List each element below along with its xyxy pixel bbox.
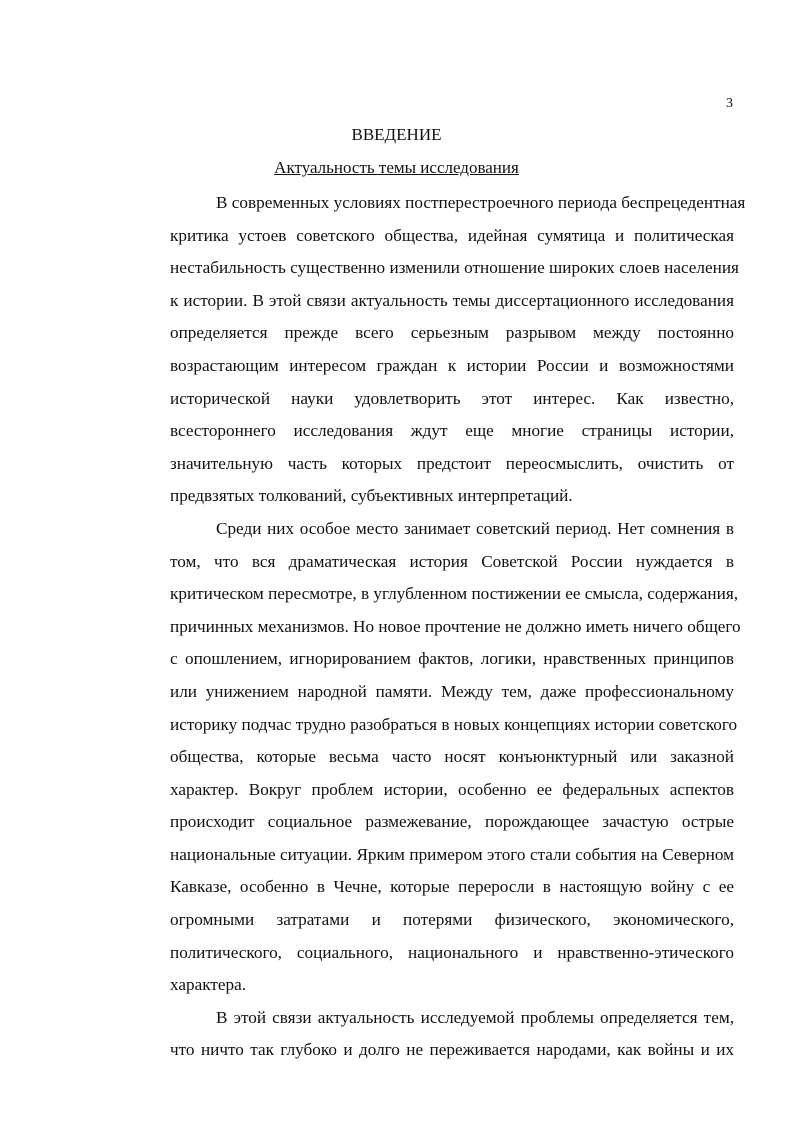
document-title: ВВЕДЕНИЕ bbox=[351, 125, 442, 144]
body-text bbox=[124, 187, 746, 1067]
text-line: В современных условиях постперестроечного периода беспрецедентная bbox=[216, 193, 746, 212]
text-line: всестороннего исследования ждут еще многие страницы истории, bbox=[170, 421, 734, 441]
text-line: с опошлением, игнорированием фактов, логики, нравственных принципов bbox=[170, 649, 734, 669]
text-line: В этой связи актуальность исследуемой проблемы определяется тем, bbox=[216, 1007, 734, 1027]
text-line: характер. Вокруг проблем истории, особенно ее федеральных аспектов bbox=[170, 779, 734, 799]
paragraph-3 bbox=[124, 1002, 734, 1067]
text-line: огромными затратами и потерями физического, экономического, bbox=[170, 910, 734, 930]
text-line: характера. bbox=[170, 975, 247, 995]
text-line: критическом пересмотре, в углубленном постижении ее смысла, содержания, bbox=[170, 584, 739, 604]
paragraph-2 bbox=[124, 513, 741, 1002]
text-line: что ничто так глубоко и долго не переживается народами, как войны и их bbox=[170, 1040, 734, 1060]
text-line: нестабильность существенно изменили отношение широких слоев населения bbox=[170, 258, 739, 278]
section-title: Актуальность темы исследования bbox=[274, 158, 519, 177]
text-line: к истории. В этой связи актуальность темы диссертационного исследования bbox=[170, 290, 734, 310]
paragraph-1 bbox=[124, 187, 746, 513]
text-line: национальные ситуации. Ярким примером этого стали события на Северном bbox=[170, 844, 734, 864]
text-line: том, что вся драматическая история Советской России нуждается в bbox=[170, 551, 734, 571]
text-line: исторической науки удовлетворить этот интерес. Как известно, bbox=[170, 388, 734, 408]
text-line: определяется прежде всего серьезным разрывом между постоянно bbox=[170, 323, 734, 343]
page-number: 3 bbox=[726, 96, 733, 111]
text-line: или унижением народной памяти. Между тем, даже профессиональному bbox=[170, 681, 734, 701]
text-line: Кавказе, особенно в Чечне, которые переросли в настоящую войну с ее bbox=[170, 877, 734, 897]
text-line: предвзятых толкований, субъективных интерпретаций. bbox=[170, 486, 573, 506]
text-line: общества, которые весьма часто носят конъюнктурный или заказной bbox=[170, 747, 734, 767]
text-line: критика устоев советского общества, идейная сумятица и политическая bbox=[170, 225, 734, 245]
text-line: происходит социальное размежевание, порождающее зачастую острые bbox=[170, 812, 734, 832]
text-line: причинных механизмов. Но новое прочтение не должно иметь ничего общего bbox=[170, 616, 741, 636]
text-line: возрастающим интересом граждан к истории России и возможностями bbox=[170, 355, 734, 375]
text-line: значительную часть которых предстоит переосмыслить, очистить от bbox=[170, 453, 734, 473]
text-line: политического, социального, национального и нравственно-этического bbox=[170, 942, 734, 962]
text-line: историку подчас трудно разобраться в новых концепциях истории советского bbox=[170, 714, 738, 734]
text-line: Среди них особое место занимает советский период. Нет сомнения в bbox=[216, 518, 734, 538]
